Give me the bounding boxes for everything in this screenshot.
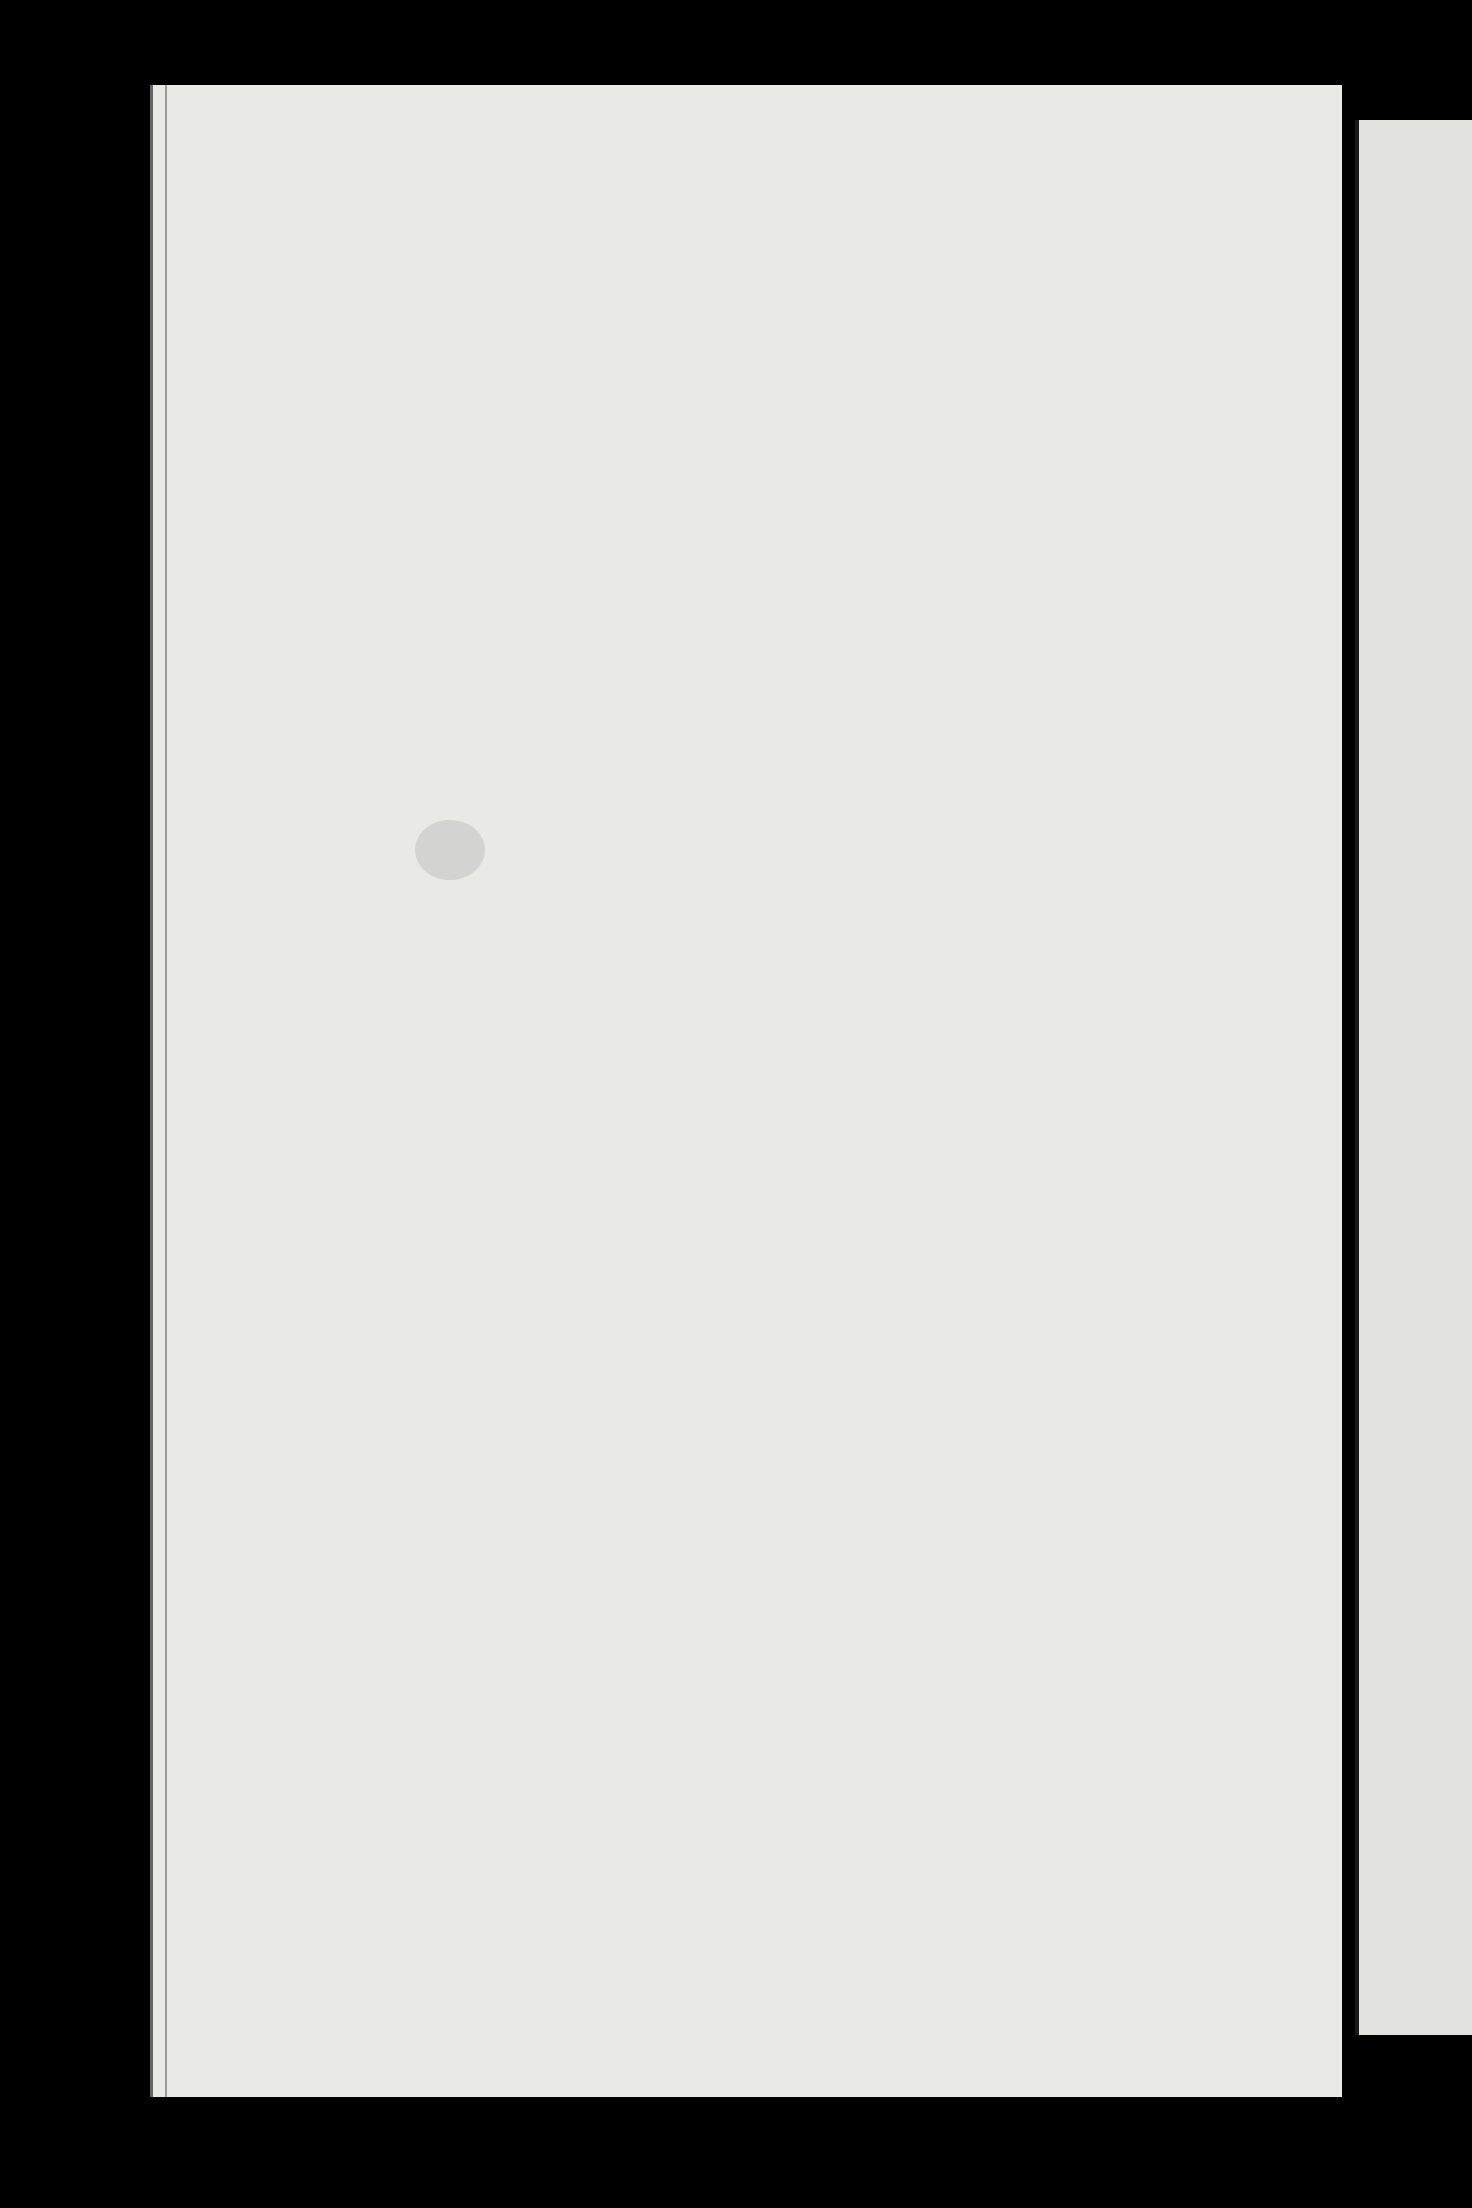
page <box>150 85 1342 2097</box>
ink-stain <box>415 820 485 880</box>
margin-line <box>165 85 167 2097</box>
adjacent-page-strip <box>1355 120 1472 2035</box>
